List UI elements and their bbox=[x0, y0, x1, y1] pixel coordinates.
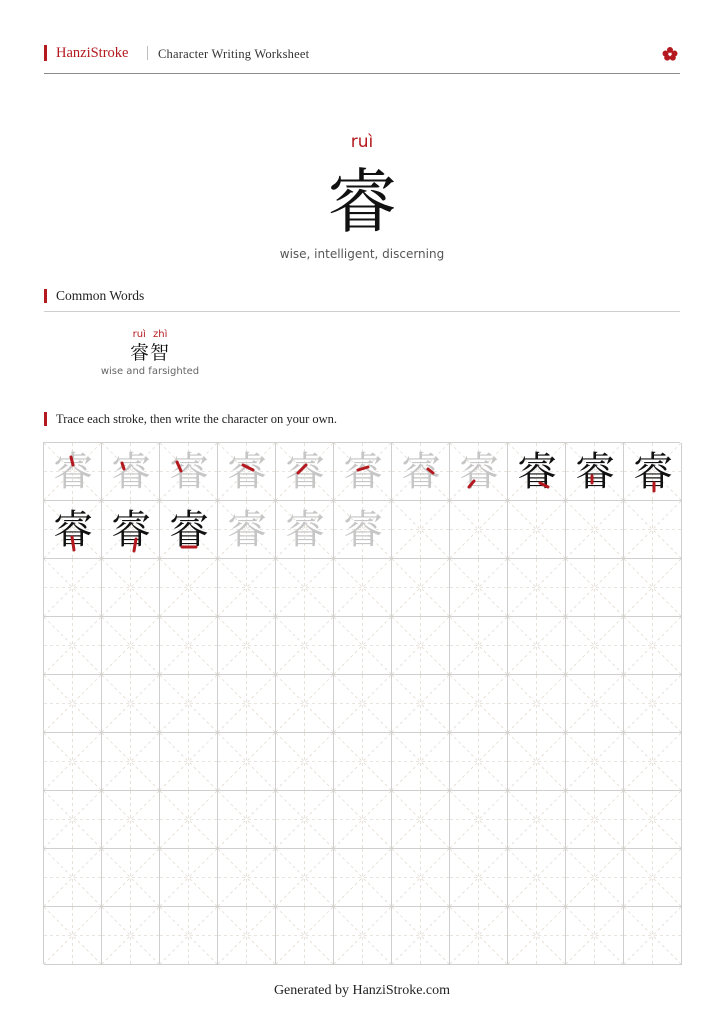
cell-guide-lines bbox=[334, 733, 391, 790]
cell-guide-lines bbox=[102, 733, 159, 790]
practice-cell[interactable] bbox=[334, 617, 392, 675]
practice-cell[interactable] bbox=[102, 791, 160, 849]
practice-cell[interactable] bbox=[450, 617, 508, 675]
practice-cell[interactable] bbox=[44, 443, 102, 501]
cell-guide-lines bbox=[566, 675, 623, 732]
worksheet-header bbox=[44, 44, 680, 74]
practice-cell[interactable] bbox=[508, 849, 566, 907]
current-stroke-highlight bbox=[334, 443, 392, 501]
practice-cell[interactable] bbox=[276, 733, 334, 791]
section-accent-bar bbox=[44, 412, 47, 426]
cell-guide-lines bbox=[566, 849, 623, 906]
cell-guide-lines bbox=[508, 501, 565, 558]
practice-cell[interactable] bbox=[160, 443, 218, 501]
cell-guide-lines bbox=[102, 907, 159, 964]
current-stroke-highlight bbox=[392, 443, 450, 501]
practice-cell[interactable] bbox=[334, 849, 392, 907]
practice-cell[interactable] bbox=[218, 733, 276, 791]
practice-instruction: Trace each stroke, then write the character on your own. bbox=[56, 412, 338, 426]
practice-cell[interactable] bbox=[276, 849, 334, 907]
cell-guide-lines bbox=[624, 675, 681, 732]
cell-guide-lines bbox=[450, 617, 507, 674]
practice-cell[interactable] bbox=[102, 907, 160, 965]
cell-guide-lines bbox=[218, 675, 275, 732]
practice-cell[interactable] bbox=[102, 675, 160, 733]
cell-guide-lines bbox=[450, 907, 507, 964]
practice-cell[interactable] bbox=[276, 907, 334, 965]
practice-cell[interactable] bbox=[392, 675, 450, 733]
current-stroke-highlight bbox=[276, 443, 334, 501]
cell-guide-lines bbox=[624, 733, 681, 790]
cell-guide-lines bbox=[276, 849, 333, 906]
cell-guide-lines bbox=[624, 559, 681, 616]
stroke-order-character: 睿 bbox=[392, 443, 450, 501]
practice-cell[interactable] bbox=[44, 501, 102, 559]
plum-blossom-icon bbox=[662, 46, 678, 61]
cell-guide-lines bbox=[334, 791, 391, 848]
cell-guide-lines bbox=[276, 675, 333, 732]
practice-cell[interactable] bbox=[218, 443, 276, 501]
cell-guide-lines bbox=[276, 907, 333, 964]
current-stroke-highlight bbox=[566, 443, 624, 501]
practice-cell[interactable] bbox=[334, 733, 392, 791]
cell-guide-lines bbox=[508, 617, 565, 674]
stroke-order-character: 睿 bbox=[566, 443, 624, 501]
cell-guide-lines bbox=[508, 849, 565, 906]
word-pinyin: ruì zhì bbox=[132, 329, 168, 340]
practice-cell[interactable] bbox=[566, 559, 624, 617]
practice-cell[interactable] bbox=[450, 559, 508, 617]
cell-guide-lines bbox=[218, 733, 275, 790]
cell-guide-lines bbox=[508, 733, 565, 790]
cell-guide-lines bbox=[44, 733, 101, 790]
practice-cell[interactable] bbox=[44, 675, 102, 733]
cell-guide-lines bbox=[276, 733, 333, 790]
trace-character: 睿 bbox=[227, 507, 267, 553]
current-stroke-highlight bbox=[624, 443, 682, 501]
cell-guide-lines bbox=[102, 559, 159, 616]
practice-cell[interactable] bbox=[566, 617, 624, 675]
word-meaning: wise and farsighted bbox=[100, 366, 200, 377]
practice-cell[interactable] bbox=[624, 501, 682, 559]
practice-cell[interactable] bbox=[160, 849, 218, 907]
practice-cell[interactable] bbox=[624, 733, 682, 791]
common-words-header bbox=[44, 288, 680, 312]
cell-guide-lines bbox=[160, 559, 217, 616]
brand-accent-bar bbox=[44, 45, 47, 61]
practice-cell[interactable] bbox=[392, 559, 450, 617]
main-character: 睿 bbox=[327, 161, 397, 243]
cell-guide-lines bbox=[334, 559, 391, 616]
practice-cell[interactable] bbox=[276, 617, 334, 675]
cell-guide-lines bbox=[218, 849, 275, 906]
practice-cell[interactable] bbox=[392, 907, 450, 965]
cell-guide-lines bbox=[392, 617, 449, 674]
practice-cell[interactable] bbox=[334, 907, 392, 965]
cell-guide-lines bbox=[334, 617, 391, 674]
practice-cell[interactable] bbox=[508, 617, 566, 675]
practice-cell[interactable] bbox=[624, 617, 682, 675]
cell-guide-lines bbox=[160, 675, 217, 732]
practice-cell[interactable] bbox=[102, 849, 160, 907]
cell-guide-lines bbox=[44, 907, 101, 964]
practice-cell[interactable] bbox=[44, 617, 102, 675]
cell-guide-lines bbox=[44, 559, 101, 616]
practice-cell[interactable] bbox=[334, 501, 392, 559]
cell-guide-lines bbox=[44, 791, 101, 848]
cell-guide-lines bbox=[276, 791, 333, 848]
practice-cell[interactable] bbox=[392, 733, 450, 791]
cell-guide-lines bbox=[276, 559, 333, 616]
practice-cell[interactable] bbox=[392, 617, 450, 675]
practice-cell[interactable] bbox=[566, 907, 624, 965]
practice-cell[interactable] bbox=[508, 501, 566, 559]
cell-guide-lines bbox=[218, 617, 275, 674]
stroke-order-character: 睿 bbox=[624, 443, 682, 501]
practice-cell[interactable] bbox=[160, 733, 218, 791]
cell-guide-lines bbox=[44, 849, 101, 906]
practice-cell[interactable] bbox=[334, 791, 392, 849]
practice-cell[interactable] bbox=[508, 907, 566, 965]
practice-cell[interactable] bbox=[218, 907, 276, 965]
cell-guide-lines bbox=[102, 791, 159, 848]
stroke-order-character: 睿 bbox=[334, 443, 392, 501]
cell-guide-lines bbox=[160, 849, 217, 906]
cell-guide-lines bbox=[392, 907, 449, 964]
practice-cell[interactable] bbox=[450, 733, 508, 791]
word-hanzi: 睿智 bbox=[129, 342, 170, 364]
practice-cell[interactable] bbox=[218, 849, 276, 907]
cell-guide-lines bbox=[566, 791, 623, 848]
cell-guide-lines bbox=[566, 733, 623, 790]
cell-guide-lines bbox=[508, 559, 565, 616]
practice-cell[interactable] bbox=[102, 501, 160, 559]
cell-guide-lines bbox=[102, 675, 159, 732]
cell-guide-lines bbox=[392, 733, 449, 790]
practice-cell[interactable] bbox=[566, 849, 624, 907]
cell-guide-lines bbox=[392, 559, 449, 616]
practice-cell[interactable] bbox=[566, 675, 624, 733]
cell-guide-lines bbox=[624, 791, 681, 848]
practice-cell[interactable] bbox=[160, 617, 218, 675]
character-meaning: wise, intelligent, discerning bbox=[279, 247, 445, 261]
practice-cell[interactable] bbox=[624, 907, 682, 965]
cell-guide-lines bbox=[566, 559, 623, 616]
practice-cell[interactable] bbox=[102, 443, 160, 501]
model-character: 睿 bbox=[44, 501, 102, 559]
practice-cell[interactable] bbox=[566, 443, 624, 501]
model-character: 睿 bbox=[160, 501, 218, 559]
practice-cell[interactable] bbox=[276, 675, 334, 733]
cell-guide-lines bbox=[392, 675, 449, 732]
character-pinyin: ruì bbox=[350, 132, 374, 152]
common-word-item bbox=[100, 328, 200, 379]
cell-guide-lines bbox=[102, 849, 159, 906]
cell-guide-lines bbox=[392, 501, 449, 558]
cell-guide-lines bbox=[624, 907, 681, 964]
practice-cell[interactable] bbox=[102, 617, 160, 675]
cell-guide-lines bbox=[508, 675, 565, 732]
common-words-title: Common Words bbox=[56, 288, 145, 303]
practice-cell[interactable] bbox=[392, 791, 450, 849]
practice-cell[interactable] bbox=[44, 907, 102, 965]
practice-cell[interactable] bbox=[44, 791, 102, 849]
practice-cell[interactable] bbox=[624, 675, 682, 733]
cell-guide-lines bbox=[218, 791, 275, 848]
practice-cell[interactable] bbox=[624, 849, 682, 907]
header-separator bbox=[147, 46, 148, 60]
cell-guide-lines bbox=[566, 501, 623, 558]
practice-cell[interactable] bbox=[276, 443, 334, 501]
practice-cell[interactable] bbox=[160, 791, 218, 849]
practice-cell[interactable] bbox=[44, 849, 102, 907]
practice-cell[interactable] bbox=[450, 791, 508, 849]
current-stroke-highlight bbox=[102, 443, 160, 501]
practice-cell[interactable] bbox=[276, 501, 334, 559]
cell-guide-lines bbox=[508, 791, 565, 848]
practice-cell[interactable] bbox=[566, 733, 624, 791]
cell-guide-lines bbox=[450, 501, 507, 558]
practice-cell[interactable] bbox=[450, 443, 508, 501]
current-stroke-highlight bbox=[160, 501, 218, 559]
practice-cell[interactable] bbox=[334, 559, 392, 617]
practice-cell[interactable] bbox=[44, 733, 102, 791]
cell-guide-lines bbox=[160, 791, 217, 848]
practice-cell[interactable] bbox=[102, 559, 160, 617]
practice-cell[interactable] bbox=[624, 443, 682, 501]
stroke-order-character: 睿 bbox=[276, 443, 334, 501]
cell-guide-lines bbox=[450, 733, 507, 790]
cell-guide-lines bbox=[624, 501, 681, 558]
cell-guide-lines bbox=[334, 849, 391, 906]
practice-cell[interactable] bbox=[160, 501, 218, 559]
practice-cell[interactable] bbox=[566, 791, 624, 849]
brand-name[interactable]: HanziStroke bbox=[56, 45, 129, 61]
practice-cell[interactable] bbox=[160, 559, 218, 617]
practice-cell[interactable] bbox=[624, 559, 682, 617]
cell-guide-lines bbox=[218, 559, 275, 616]
practice-cell[interactable] bbox=[566, 501, 624, 559]
practice-cell[interactable] bbox=[450, 501, 508, 559]
stroke-order-character: 睿 bbox=[450, 443, 508, 501]
current-stroke-highlight bbox=[102, 501, 160, 559]
practice-cell[interactable] bbox=[334, 443, 392, 501]
stroke-order-character: 睿 bbox=[160, 443, 218, 501]
cell-guide-lines bbox=[392, 849, 449, 906]
practice-cell[interactable] bbox=[450, 907, 508, 965]
cell-guide-lines bbox=[508, 907, 565, 964]
practice-cell[interactable] bbox=[392, 443, 450, 501]
cell-guide-lines bbox=[392, 791, 449, 848]
cell-guide-lines bbox=[44, 617, 101, 674]
practice-cell[interactable] bbox=[334, 675, 392, 733]
current-stroke-highlight bbox=[450, 443, 508, 501]
cell-guide-lines bbox=[450, 849, 507, 906]
cell-guide-lines bbox=[566, 907, 623, 964]
practice-cell[interactable] bbox=[450, 675, 508, 733]
cell-guide-lines bbox=[44, 675, 101, 732]
practice-cell[interactable] bbox=[624, 791, 682, 849]
practice-cell[interactable] bbox=[218, 617, 276, 675]
cell-guide-lines bbox=[276, 617, 333, 674]
current-stroke-highlight bbox=[44, 443, 102, 501]
practice-cell[interactable] bbox=[450, 849, 508, 907]
practice-cell[interactable] bbox=[160, 907, 218, 965]
cell-guide-lines bbox=[624, 849, 681, 906]
practice-cell[interactable] bbox=[218, 675, 276, 733]
trace-character: 睿 bbox=[285, 507, 325, 553]
stroke-order-character: 睿 bbox=[218, 443, 276, 501]
worksheet-subtitle: Character Writing Worksheet bbox=[158, 47, 310, 61]
practice-cell[interactable] bbox=[276, 559, 334, 617]
stroke-order-character: 睿 bbox=[44, 443, 102, 501]
practice-cell[interactable] bbox=[160, 675, 218, 733]
cell-guide-lines bbox=[450, 791, 507, 848]
cell-guide-lines bbox=[160, 733, 217, 790]
practice-cell[interactable] bbox=[218, 501, 276, 559]
trace-character: 睿 bbox=[343, 507, 383, 553]
practice-grid bbox=[43, 442, 680, 964]
practice-cell[interactable] bbox=[44, 559, 102, 617]
practice-header bbox=[44, 411, 680, 429]
practice-cell[interactable] bbox=[508, 791, 566, 849]
practice-cell[interactable] bbox=[276, 791, 334, 849]
practice-cell[interactable] bbox=[508, 733, 566, 791]
cell-guide-lines bbox=[450, 559, 507, 616]
stroke-order-character: 睿 bbox=[508, 443, 566, 501]
current-stroke-highlight bbox=[508, 443, 566, 501]
practice-cell[interactable] bbox=[508, 559, 566, 617]
current-stroke-highlight bbox=[218, 443, 276, 501]
cell-guide-lines bbox=[102, 617, 159, 674]
cell-guide-lines bbox=[160, 907, 217, 964]
cell-guide-lines bbox=[566, 617, 623, 674]
model-character: 睿 bbox=[102, 501, 160, 559]
stroke-order-character: 睿 bbox=[102, 443, 160, 501]
practice-cell[interactable] bbox=[508, 675, 566, 733]
practice-cell[interactable] bbox=[392, 501, 450, 559]
practice-cell[interactable] bbox=[392, 849, 450, 907]
cell-guide-lines bbox=[450, 675, 507, 732]
current-stroke-highlight bbox=[160, 443, 218, 501]
cell-guide-lines bbox=[334, 675, 391, 732]
practice-cell[interactable] bbox=[508, 443, 566, 501]
cell-guide-lines bbox=[218, 907, 275, 964]
practice-cell[interactable] bbox=[218, 791, 276, 849]
practice-cell[interactable] bbox=[102, 733, 160, 791]
footer-credit: Generated by HanziStroke.com bbox=[273, 983, 451, 998]
cell-guide-lines bbox=[624, 617, 681, 674]
cell-guide-lines bbox=[334, 907, 391, 964]
section-accent-bar bbox=[44, 289, 47, 303]
cell-guide-lines bbox=[160, 617, 217, 674]
practice-cell[interactable] bbox=[218, 559, 276, 617]
current-stroke-highlight bbox=[44, 501, 102, 559]
